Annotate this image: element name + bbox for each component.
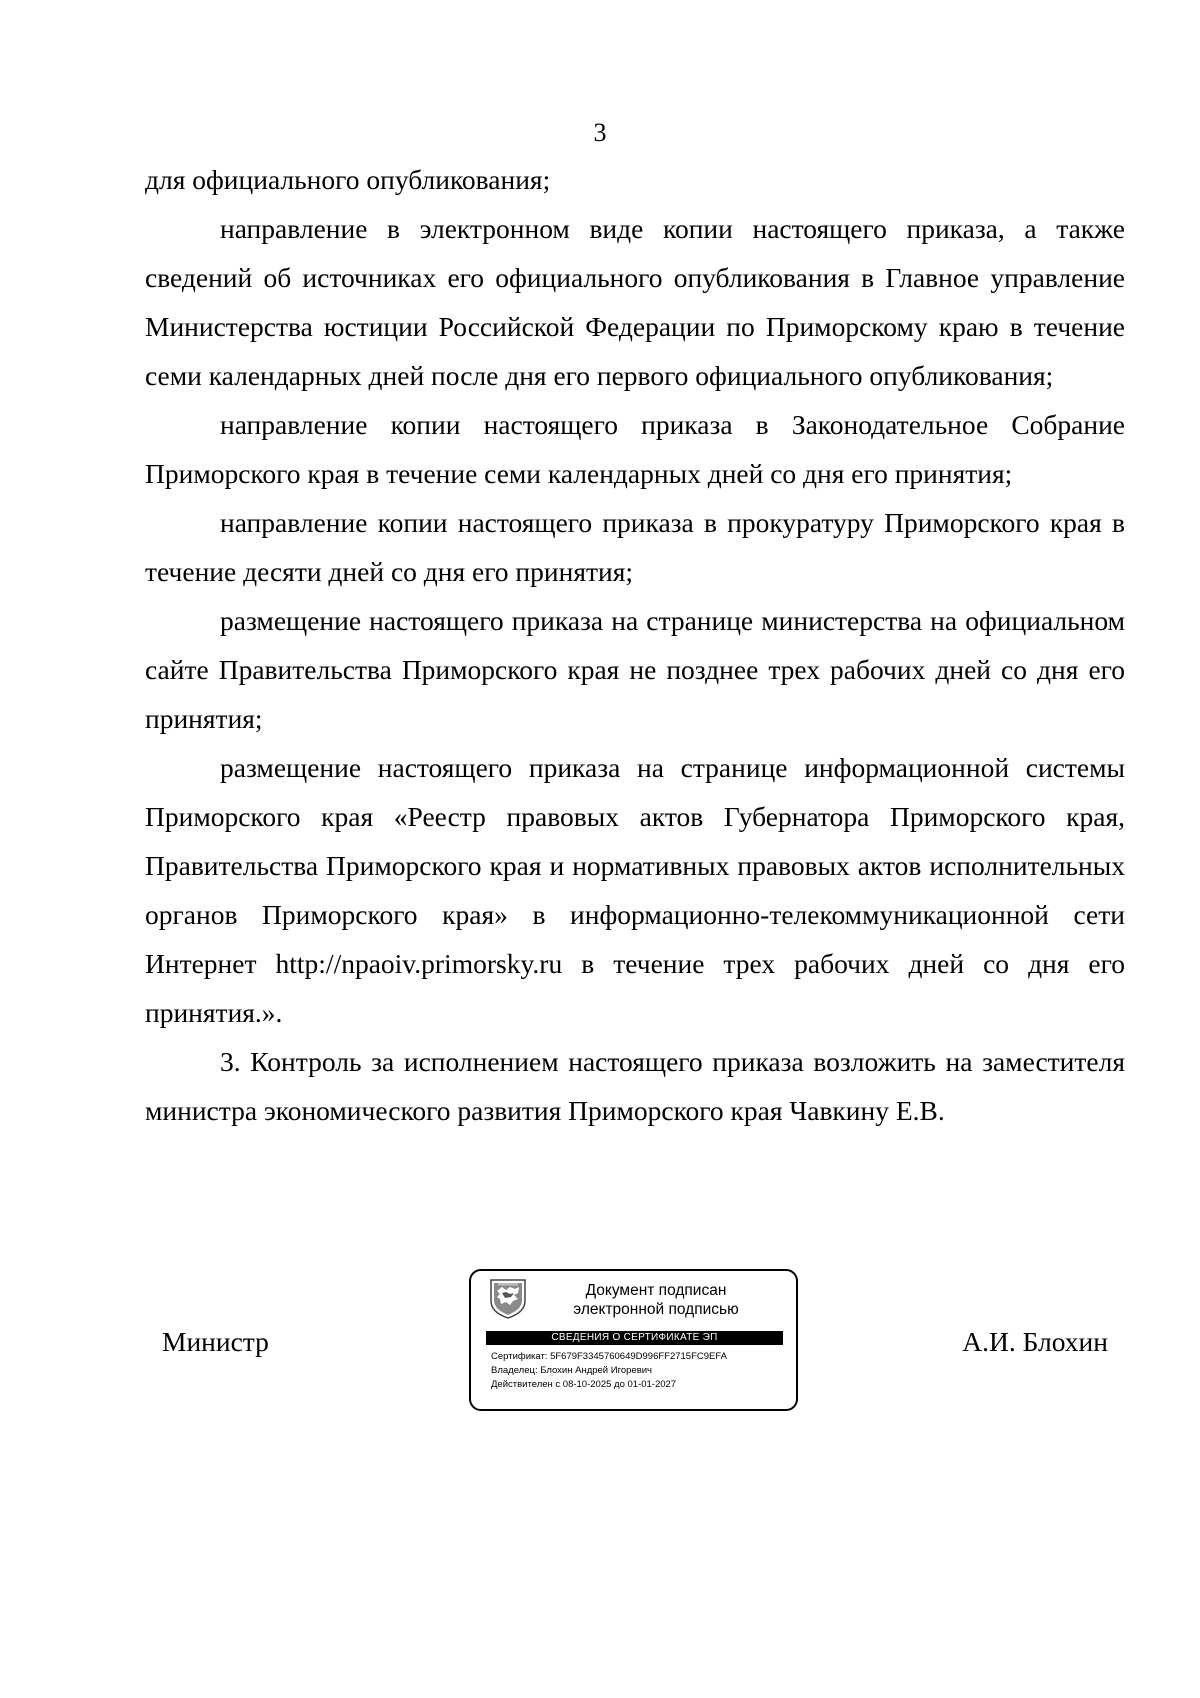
signatory-name: А.И. Блохин bbox=[962, 1326, 1108, 1357]
esign-owner: Владелец: Блохин Андрей Игоревич bbox=[491, 1365, 652, 1376]
paragraph-7: 3. Контроль за исполнением настоящего приказа возложить на заместителя министра экономического развития Приморского края Чавкину Е.В. bbox=[145, 1046, 1125, 1126]
page-number: 3 bbox=[593, 118, 607, 147]
electronic-signature-stamp bbox=[469, 1269, 798, 1411]
signature-block bbox=[0, 1266, 1200, 1426]
esign-heading-line2: электронной подписью bbox=[573, 1301, 739, 1318]
paragraph-3: направление копии настоящего приказа в Законодательное Собрание Приморского края в течение семи календарных дней со дня его принятия; bbox=[145, 409, 1125, 489]
esign-heading-line1: Документ подписан bbox=[585, 1282, 727, 1299]
esign-heading bbox=[531, 1281, 781, 1319]
paragraph-2: направление в электронном виде копии настоящего приказа, а также сведений об источниках его официального опубликования в Главное управление Министерства юстиции Российской Федерации по Приморскому краю в течение семи календарных дней после дня его первого официального опубликования; bbox=[145, 213, 1125, 391]
esign-certificate: Сертификат: 5F679F3345760649D996FF2715FC9EFA bbox=[491, 1351, 727, 1362]
paragraph-4: направление копии настоящего приказа в прокуратуру Приморского края в течение десяти дней со дня его принятия; bbox=[145, 507, 1125, 587]
esign-certificate-bar: СВЕДЕНИЯ О СЕРТИФИКАТЕ ЭП bbox=[486, 1331, 783, 1345]
signatory-title: Министр bbox=[162, 1326, 269, 1357]
esign-details bbox=[491, 1350, 727, 1392]
paragraph-5: размещение настоящего приказа на странице министерства на официальном сайте Правительства Приморского края не позднее трех рабочих дней со дня его принятия; bbox=[145, 605, 1125, 734]
esign-validity: Действителен с 08-10-2025 до 01-01-2027 bbox=[491, 1379, 677, 1390]
paragraph-6: размещение настоящего приказа на странице информационной системы Приморского края «Реестр правовых актов Губернатора Приморского края, Правительства Приморского края и нормативных правовых актов исполнительных органов Приморского края» в информационно-телекоммуникационной сети Интернет http://npaoiv.primorsky.ru в течение трех рабочих дней со дня его принятия.». bbox=[145, 752, 1125, 1028]
document-body bbox=[145, 155, 1125, 1135]
coat-of-arms-icon bbox=[488, 1277, 528, 1319]
paragraph-1: для официального опубликования; bbox=[145, 164, 551, 195]
